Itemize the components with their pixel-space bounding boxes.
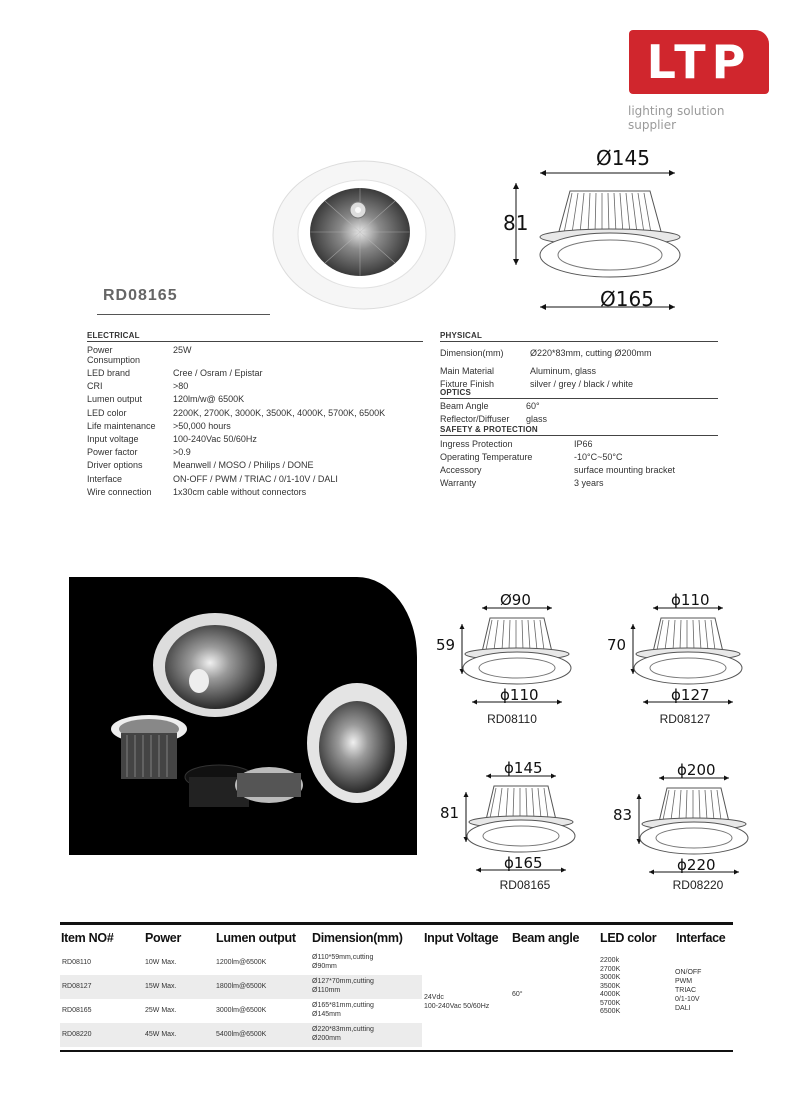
variant-drawing [609, 760, 759, 878]
interface-item: PWM [675, 978, 693, 985]
beam-angle: 60° [512, 991, 523, 998]
product-photo-top [272, 160, 456, 310]
variant-height-dim: 70 [607, 636, 627, 654]
spec-value: 100-240Vac 50/60Hz [173, 434, 257, 444]
voltage-dc: 24Vdc [424, 994, 444, 1001]
variant-top-dim: ϕ200 [677, 761, 716, 779]
spec-value: 1x30cm cable without connectors [173, 487, 307, 497]
main-height-dim: 81 [503, 211, 529, 235]
spec-key: Warranty [440, 478, 477, 488]
interface-item: TRIAC [675, 987, 696, 994]
variant-caption: RD08110 [487, 712, 537, 726]
tagline: lighting solution supplier [628, 104, 725, 132]
variant-bottom-dim: ϕ127 [671, 686, 710, 704]
th-beam: Beam angle [512, 931, 580, 945]
cell-dimension: Ø127*70mm,cutting [312, 978, 374, 985]
spec-value: glass [526, 414, 548, 424]
table-bottom-rule [60, 1050, 733, 1052]
spec-value: 2200K, 2700K, 3000K, 3500K, 4000K, 5700K, 6500K [173, 408, 386, 418]
spec-value: ON-OFF / PWM / TRIAC / 0/1-10V / DALI [173, 474, 338, 484]
safety-title: SAFETY & PROTECTION [440, 425, 538, 434]
variant-height-dim: 59 [436, 636, 456, 654]
variant-drawing [432, 590, 582, 708]
spec-value: Aluminum, glass [530, 366, 597, 376]
spec-key: Wire connection [87, 487, 152, 497]
cell-lumen: 5400lm@6500K [216, 1031, 267, 1038]
ltp-logo: LTP [629, 30, 769, 94]
spec-value: >0.9 [173, 447, 191, 457]
variant-bottom-dim: ϕ165 [504, 854, 543, 872]
spec-key: Power Consumption [87, 345, 141, 365]
cell-dimension-cutting: Ø145mm [312, 1011, 341, 1018]
cell-power: 15W Max. [145, 983, 177, 990]
electrical-section [87, 331, 423, 502]
variant-top-dim: ϕ145 [504, 759, 543, 777]
led-color-item: 3000K [600, 974, 621, 981]
cell-power: 25W Max. [145, 1007, 177, 1014]
spec-key: Reflector/Diffuser [440, 414, 510, 424]
variant-caption: RD08127 [659, 712, 711, 726]
variant-drawing [436, 758, 586, 876]
spec-key: Life maintenance [87, 421, 156, 431]
cell-item: RD08110 [62, 959, 92, 966]
table-row [60, 1023, 422, 1047]
electrical-title: ELECTRICAL [87, 331, 140, 340]
spec-value: 25W [173, 345, 192, 355]
th-lumen: Lumen output [216, 931, 296, 945]
main-bottom-dim: Ø165 [600, 287, 654, 311]
spec-key: Ingress Protection [440, 439, 513, 449]
led-color-item: 6500K [600, 1008, 621, 1015]
main-top-dim: Ø145 [596, 146, 650, 170]
table-row [60, 999, 422, 1023]
cell-dimension: Ø165*81mm,cutting [312, 1002, 374, 1009]
spec-value: >50,000 hours [173, 421, 231, 431]
led-color-item: 5700K [600, 999, 621, 1007]
physical-section [440, 331, 718, 490]
cell-power: 10W Max. [145, 959, 177, 966]
cell-item: RD08165 [62, 1007, 92, 1014]
cell-dimension: Ø110*59mm,cutting [312, 954, 374, 961]
spec-key: Fixture Finish [440, 379, 495, 389]
th-item: Item NO# [61, 931, 114, 945]
spec-key: Accessory [440, 465, 482, 475]
product-lifestyle-photo [69, 577, 417, 855]
th-voltage: Input Voltage [424, 931, 499, 945]
spec-key: Driver options [87, 460, 143, 470]
spec-value: -10°C~50°C [574, 452, 623, 462]
cell-lumen: 3000lm@6500K [216, 1007, 267, 1014]
spec-value: 3 years [574, 478, 604, 488]
variant-height-dim: 81 [440, 804, 460, 822]
spec-key: Lumen output [87, 394, 143, 404]
spec-key: Power factor [87, 447, 138, 457]
model-underline [97, 314, 270, 315]
th-dimension: Dimension(mm) [312, 931, 403, 945]
variant-caption: RD08220 [672, 878, 724, 892]
spec-key: Input voltage [87, 434, 139, 444]
optics-title: OPTICS [440, 388, 471, 397]
spec-key: Beam Angle [440, 401, 489, 411]
th-power: Power [145, 931, 182, 945]
physical-title: PHYSICAL [440, 331, 483, 340]
spec-key: LED color [87, 408, 127, 418]
spec-value: 120lm/w@ 6500K [173, 394, 245, 404]
spec-value: Cree / Osram / Epistar [173, 368, 263, 378]
variant-top-dim: ϕ110 [671, 591, 710, 609]
spec-value: silver / grey / black / white [530, 379, 634, 389]
interface-item: ON/OFF [675, 969, 702, 976]
th-interface: Interface [676, 931, 726, 945]
cell-dimension-cutting: Ø110mm [312, 987, 341, 994]
spec-value: 60° [526, 401, 540, 411]
cell-lumen: 1200lm@6500K [216, 959, 267, 966]
variant-caption: RD08165 [499, 878, 551, 892]
table-row [60, 975, 422, 999]
led-color-item: 2200k [600, 957, 620, 964]
spec-value: >80 [173, 381, 189, 391]
table-row [60, 951, 422, 975]
variant-bottom-dim: ϕ220 [677, 856, 716, 874]
led-color-item: 4000K [600, 991, 621, 998]
spec-key: Main Material [440, 366, 495, 376]
cell-power: 45W Max. [145, 1031, 177, 1038]
interface-item: DALI [675, 1005, 691, 1012]
voltage-ac: 100-240Vac 50/60Hz [424, 1003, 490, 1010]
led-color-item: 2700K [600, 965, 621, 973]
spec-value: IP66 [574, 439, 593, 449]
spec-key: CRI [87, 381, 103, 391]
variant-bottom-dim: ϕ110 [500, 686, 539, 704]
spec-key: Dimension(mm) [440, 348, 504, 358]
spec-key: Interface [87, 474, 123, 484]
variant-top-dim: Ø90 [500, 591, 531, 609]
spec-key: LED brand [87, 368, 131, 378]
led-color-item: 3500K [600, 982, 621, 990]
th-led-color: LED color [600, 931, 657, 945]
spec-key: Operating Temperature [440, 452, 533, 462]
interface-item: 0/1-10V [675, 996, 700, 1003]
cell-item: RD08127 [62, 983, 92, 990]
variant-height-dim: 83 [613, 806, 633, 824]
model-title: RD08165 [103, 287, 178, 304]
spec-value: surface mounting bracket [574, 465, 676, 475]
variant-drawing [603, 590, 753, 708]
spec-value: Ø220*83mm, cutting Ø200mm [530, 348, 652, 358]
cell-item: RD08220 [62, 1031, 92, 1038]
cell-dimension-cutting: Ø90mm [312, 963, 337, 970]
cell-lumen: 1800lm@6500K [216, 983, 267, 990]
spec-value: Meanwell / MOSO / Philips / DONE [173, 460, 314, 470]
cell-dimension-cutting: Ø200mm [312, 1035, 341, 1042]
cell-dimension: Ø220*83mm,cutting [312, 1026, 374, 1033]
